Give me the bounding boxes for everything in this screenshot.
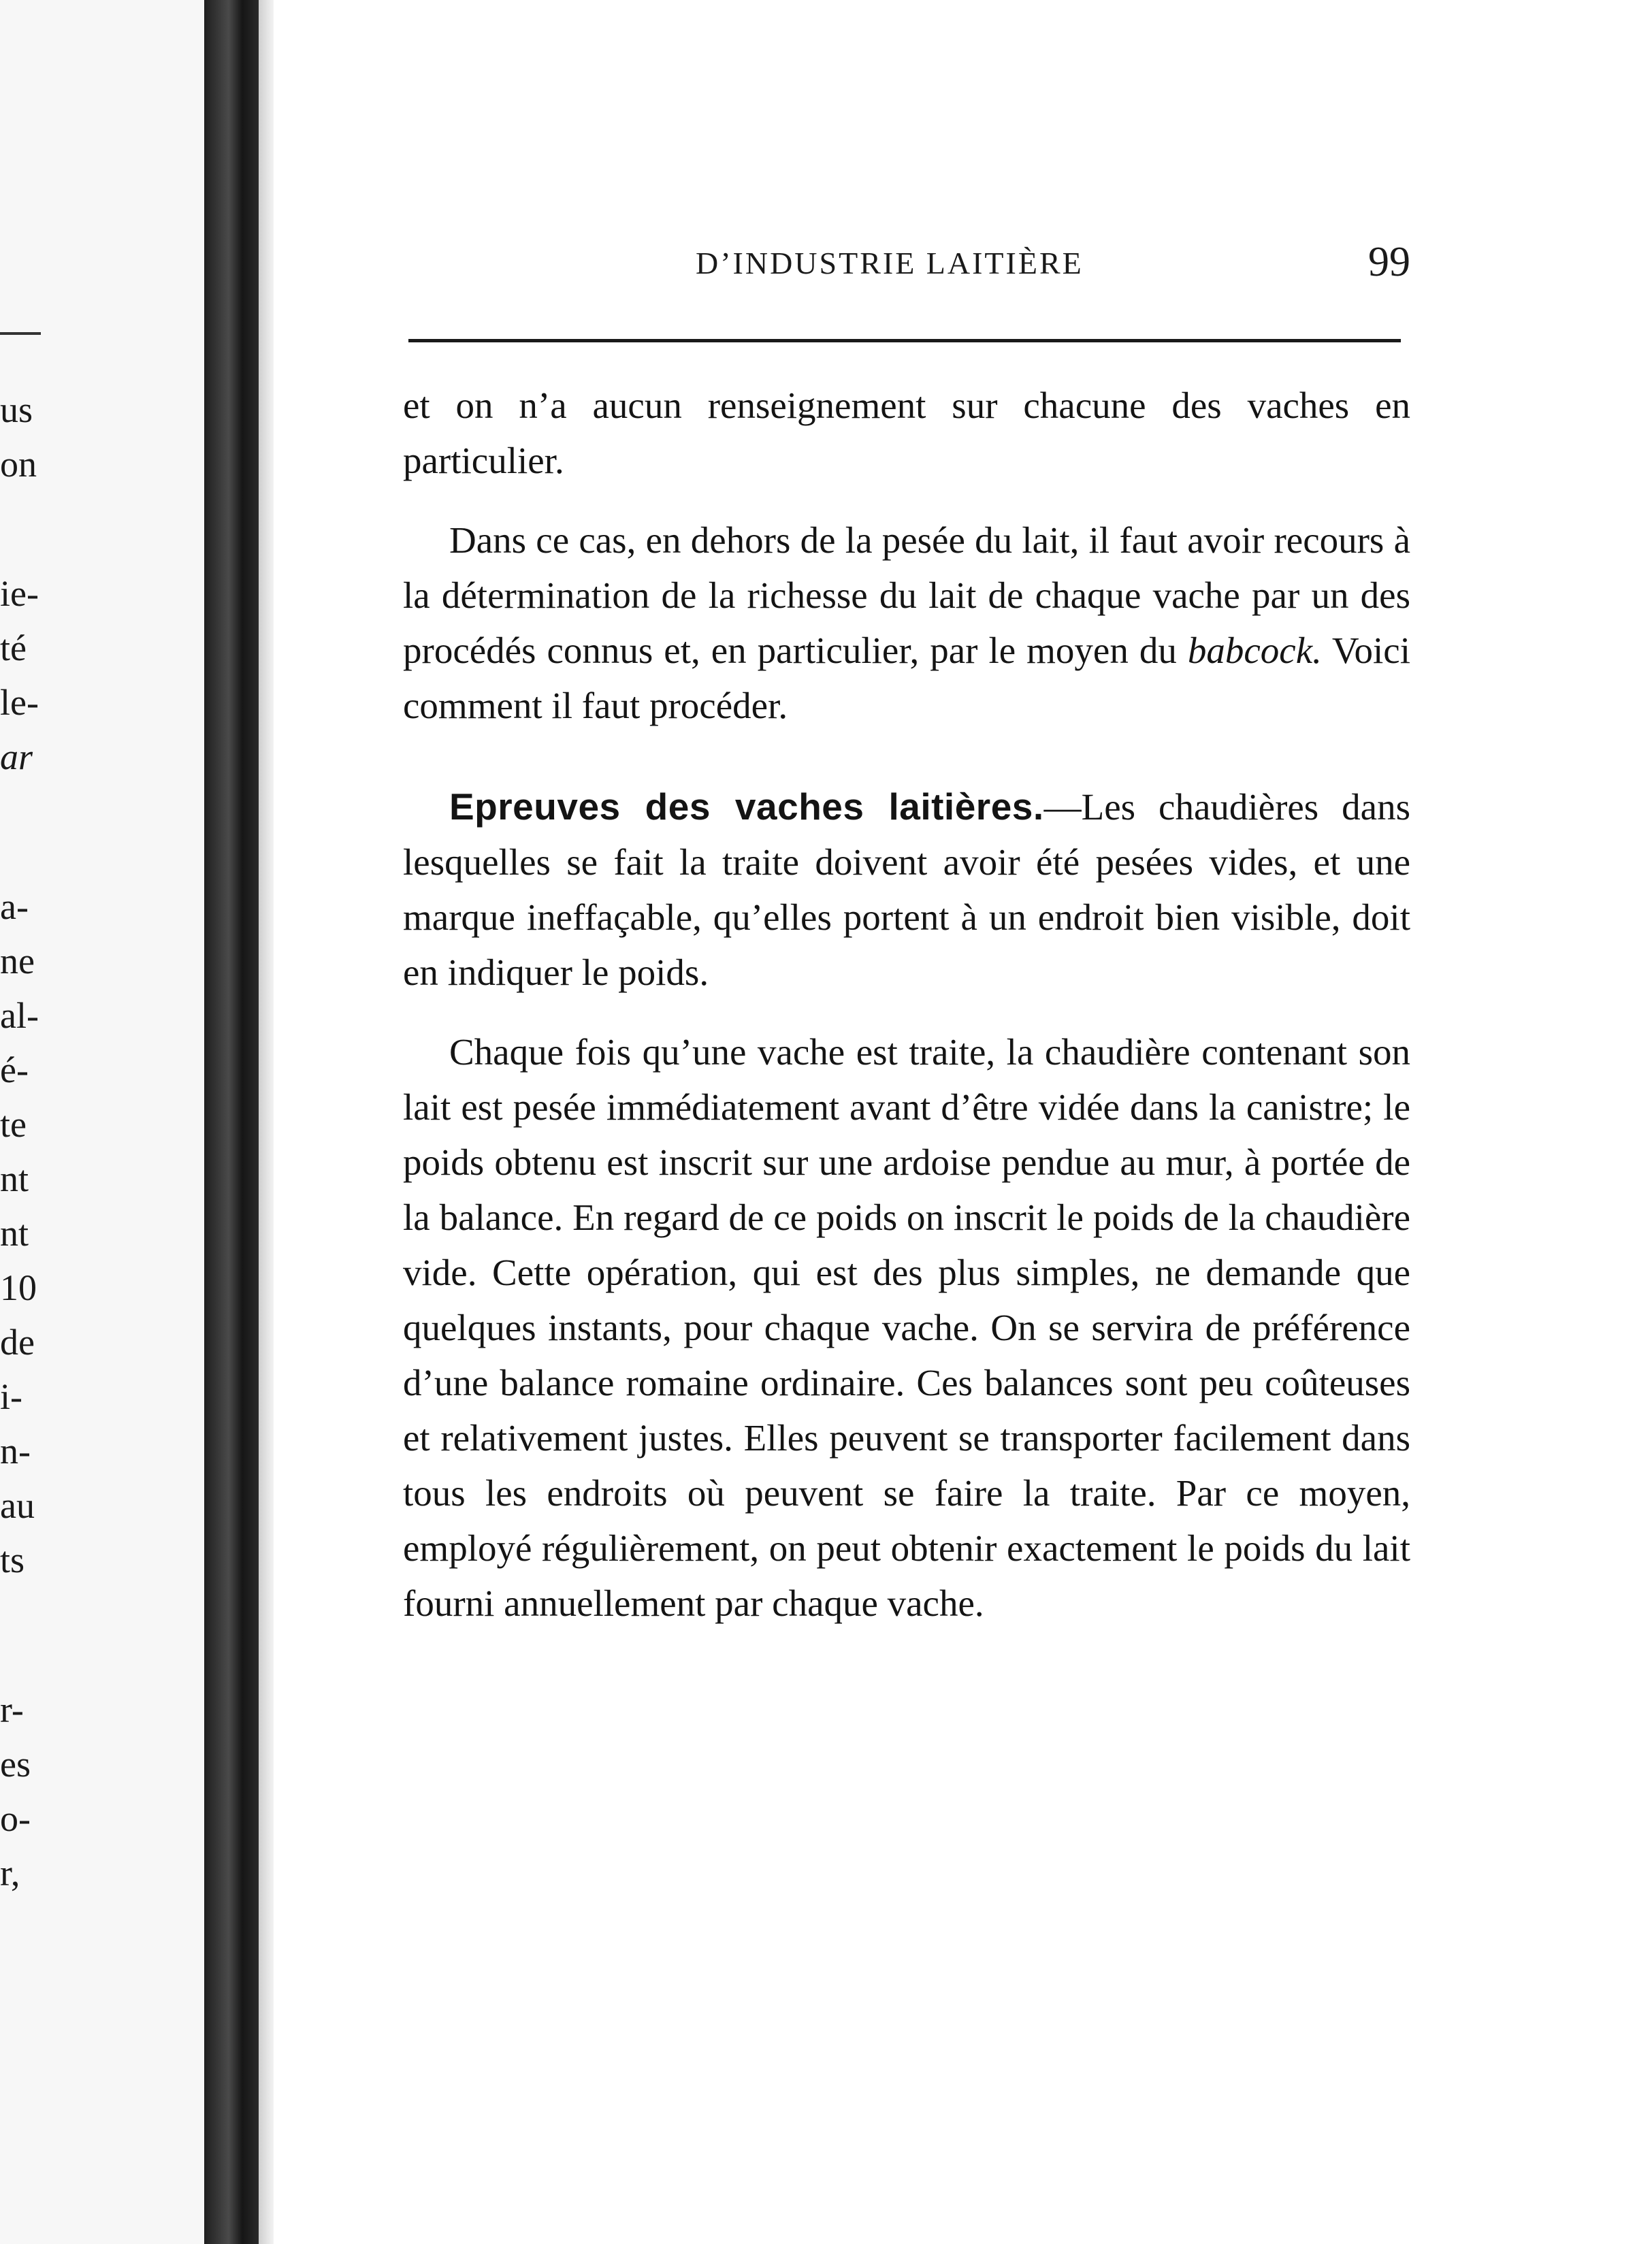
prev-page-fragment: us [0,389,33,430]
prev-page-fragment: a- [0,886,29,927]
prev-page-fragment: nt [0,1213,29,1254]
prev-page-fragment: ne [0,941,35,981]
prev-page-fragment: 10 [0,1267,37,1308]
prev-page-fragment: al- [0,995,39,1036]
book-binding [204,0,259,2244]
prev-page-fragment: r- [0,1689,24,1730]
header-rule [408,339,1401,342]
running-head-title: D’INDUSTRIE LAITIÈRE [696,246,1084,280]
prev-page-fragment: de [0,1322,35,1363]
binding-edge-shadow [259,0,274,2244]
page-number: 99 [1368,239,1410,285]
prev-page-fragment: o- [0,1798,31,1839]
prev-page-fragment: ie- [0,573,39,614]
section-heading: Epreuves des vaches laitières. [449,785,1044,828]
prev-page-fragment: ts [0,1540,25,1580]
paragraph-text: Dans ce cas, en dehors de la pesée du lait, il faut avoir recours à la détermination de la richesse du lait de chaque vache par un des procédés connus et, en particulier, par le moyen du [403,519,1410,671]
prev-page-fragment: n- [0,1431,31,1471]
prev-page-fragment: es [0,1744,31,1785]
babcock-term: babcock. [1187,630,1322,671]
prev-page-fragment: au [0,1485,35,1526]
paragraph-text: —Les chaudières dans lesquelles se fait la traite doivent avoir été pesées vides, et une marque ineffaçable, qu’elles portent à un endroit bien visible, doit en indiquer le poids. [403,786,1411,993]
prev-page-fragment: te [0,1104,27,1145]
paragraph-babcock [403,513,1410,733]
prev-page-fragment: le- [0,682,39,723]
paragraph-epreuves [403,779,1410,1000]
paragraph-text: Voici comment il faut procéder. [403,630,1410,726]
prev-page-fragment: ar [0,736,33,777]
paragraph-continuation: et on n’a aucun renseignement sur chacune des vaches en particulier. [403,385,1410,481]
paragraph-chaque-fois: Chaque fois qu’une vache est traite, la chaudière contenant son lait est pesée immédiatement avant d’être vidée dans la canistre; le poids obtenu est inscrit sur une ardoise pendue au mur, à portée de la balance. En regard de ce poids on inscrit le poids de la chaudière vide. Cette opération, qui est des plus simples, ne demande que quelques instants, pour chaque vache. On se servira de préférence d’une balance romaine ordinaire. Ces balances sont peu coûteuses et relativement justes. Elles peuvent se transporter facilement dans tous les endroits où peuvent se faire la traite. Par ce moyen, employé régulièrement, on peut obtenir exactement le poids du lait fourni annuellement par chaque vache. [403,1031,1410,1624]
previous-page-margin [0,0,204,2244]
prev-page-fragment: i- [0,1376,22,1417]
prev-page-fragment: té [0,628,27,668]
prev-page-fragment: r, [0,1853,20,1893]
prev-page-fragment: on [0,444,37,485]
running-head [403,238,1410,299]
body-text [403,378,1410,1631]
prev-page-fragment: é- [0,1050,29,1090]
previous-page-rule [0,332,41,335]
prev-page-fragment: nt [0,1158,29,1199]
